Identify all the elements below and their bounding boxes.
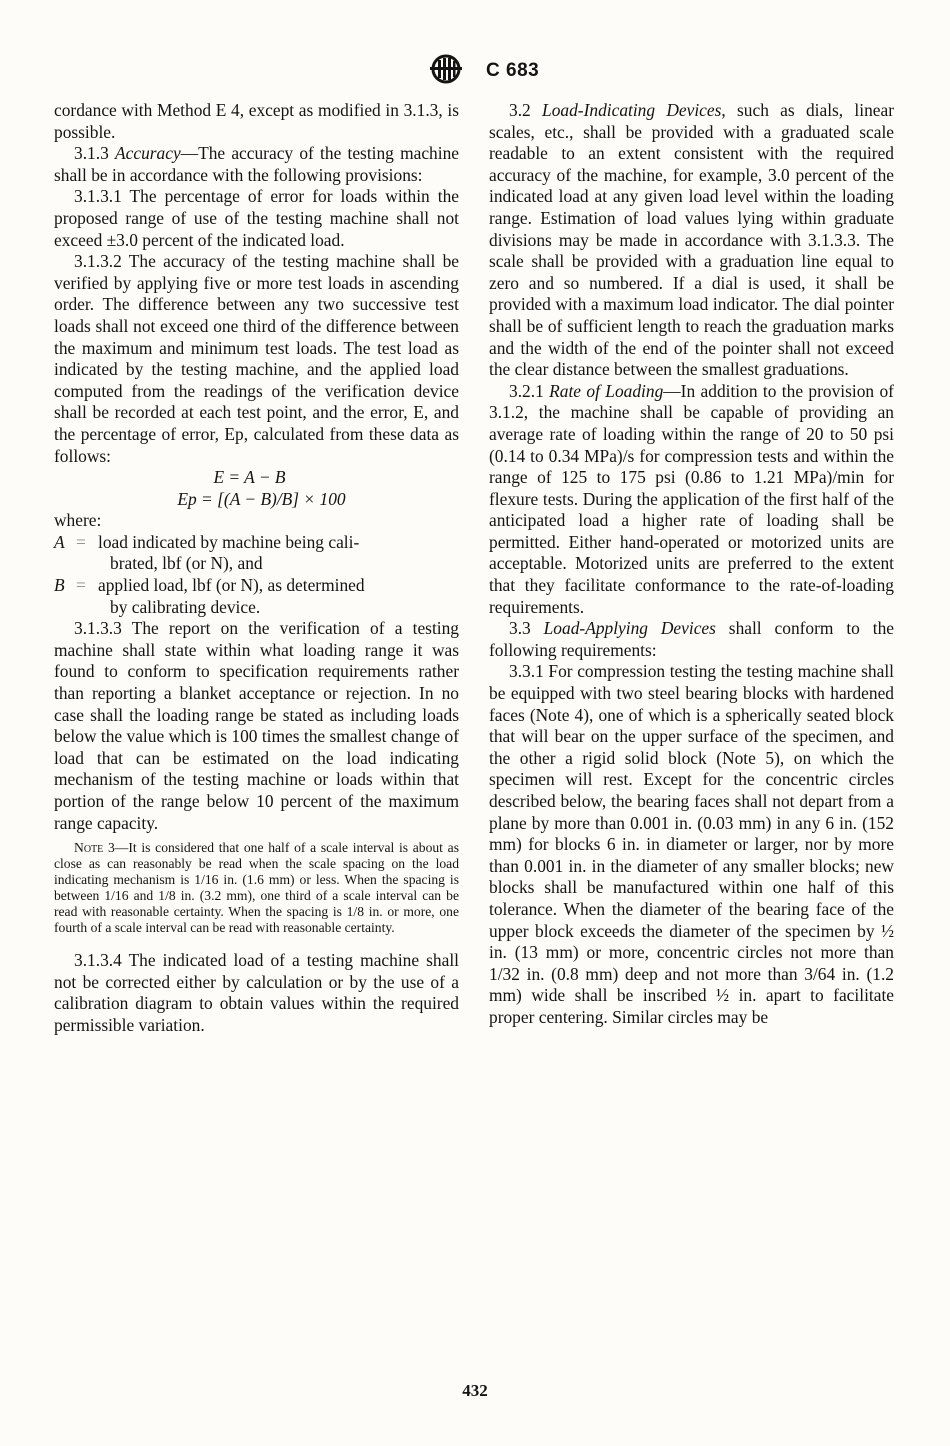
section-3-3: 3.3 Load-Applying Devices shall conform to the following requirements: bbox=[489, 618, 894, 660]
section-3-1-3-1: 3.1.3.1 The percentage of error for loads within the proposed range of use of the testing machine shall not exceed ±3.0 percent of the indicated load. bbox=[54, 186, 459, 250]
equation-percent-error: Ep = [(A − B)/B] × 100 bbox=[177, 488, 346, 509]
standard-code: C 683 bbox=[486, 60, 540, 81]
definition-a: A = load indicated by machine being cali- brated, lbf (or N), and bbox=[54, 531, 360, 574]
definition-b: B = applied load, lbf (or N), as determined by calibrating device. bbox=[54, 575, 365, 617]
section-3-3-1: 3.3.1 For compression testing the testing machine shall be equipped with two steel bearing blocks with hardened faces (Note 4), one of which is a spherically seated block that will bear on the upper surface of the specimen, and the other a rigid solid block (Note 5), on which the specimen will rest. Except for the concentric circles described below, the bearing faces shall not depart from a plane by more than 0.001 in. (0.03 mm) in any 6 in. (152 mm) for blocks 6 in. in diameter or larger, nor by more than 0.001 in. in the diameter of any smaller blocks; new blocks shall be manufactured within one half of this tolerance. When the diameter of the bearing face of the upper block exceeds the diameter of the specimen by ½ in. (13 mm) or more, concentric circles not more than 1/32 in. (0.8 mm) deep and not more than 3/64 in. (1.2 mm) wide shall be inscribed ½ in. apart to facilitate proper centering. Similar circles may be bbox=[489, 661, 894, 1027]
right-column bbox=[489, 100, 894, 1029]
page-number: 432 bbox=[462, 1381, 488, 1400]
section-3-1-3: 3.1.3 Accuracy—The accuracy of the testing machine shall be in accordance with the following provisions: bbox=[54, 143, 460, 185]
left-column bbox=[54, 100, 459, 1037]
note-3: Note 3—It is considered that one half of a scale interval is about as close as can reasonably be read when the scale spacing on the load indicating mechanism is 1/16 in. (1.6 mm) or less. When the spacing is between 1/16 and 1/8 in. (3.2 mm), one third of a scale interval can be read with reasonable certainty. When the spacing is 1/8 in. or more, one fourth of a scale interval can be read with reasonable certainty. bbox=[54, 840, 459, 936]
astm-logo-icon bbox=[426, 54, 466, 84]
section-3-1-3-2: 3.1.3.2 The accuracy of the testing machine shall be verified by applying five or more test loads in ascending order. The difference between any two successive test loads shall not exceed one third of the difference between the maximum and minimum test loads. The test load as indicated by the testing machine, and the applied load computed from the readings of the verification device shall be recorded at each test point, and the error, E, and the percentage of error, Ep, calculated from these data as follows: bbox=[54, 251, 459, 466]
section-3-1-3-4: 3.1.3.4 The indicated load of a testing machine shall not be corrected either by calculation or by the use of a calibration diagram to obtain values within the required permissible variation. bbox=[54, 950, 459, 1035]
section-3-2: 3.2 Load-Indicating Devices, such as dials, linear scales, etc., shall be provided with a graduated scale readable to an extent consistent with the required accuracy of the machine, for example, 3.0 percent of the indicated load at any given load level within the loading range. Estimation of load values lying within graduate divisions may be made in accordance with 3.1.3.3. The scale shall be provided with a graduation line equal to zero and so numbered. If a dial is used, it shall be provided with a maximum load indicator. The dial pointer shall be of sufficient length to reach the graduation marks and the width of the end of the pointer shall not exceed the clear distance between the smallest graduations. bbox=[489, 100, 895, 380]
section-title: Load-Applying Devices bbox=[543, 618, 716, 639]
section-3-2-1: 3.2.1 Rate of Loading—In addition to the provision of 3.1.2, the machine shall be capable of providing an average rate of loading within the range of 20 to 50 psi (0.14 to 0.34 MPa)/s for compression tests and within the range of 125 to 175 psi (0.86 to 1.21 MPa)/min for flexure tests. During the application of the first half of the anticipated load a higher rate of loading shall be permitted. Either hand-operated or motorized units are acceptable. Motorized units are preferred to the extent that they facilitate conformance to the rate-of-loading requirements. bbox=[489, 380, 894, 617]
section-title: Load-Indicating Devices bbox=[542, 100, 722, 120]
paragraph: cordance with Method E 4, except as modified in 3.1.3, is possible. bbox=[54, 100, 459, 142]
where-label: where: bbox=[54, 510, 102, 531]
section-title: Accuracy bbox=[115, 143, 181, 164]
page-header bbox=[0, 50, 950, 90]
section-title: Rate of Loading bbox=[549, 380, 664, 401]
equation-error: E = A − B bbox=[213, 467, 286, 488]
section-3-1-3-3: 3.1.3.3 The report on the verification of a testing machine shall state within what loading range it was found to conform to specification requirements rather than reporting a blanket acceptance or rejection. In no case shall the loading range be stated as including loads below the value which is 100 times the smallest change of load that can be estimated on the load indicating mechanism of the testing machine or loads within that portion of the range below 10 percent of the maximum range capacity. bbox=[54, 618, 459, 833]
